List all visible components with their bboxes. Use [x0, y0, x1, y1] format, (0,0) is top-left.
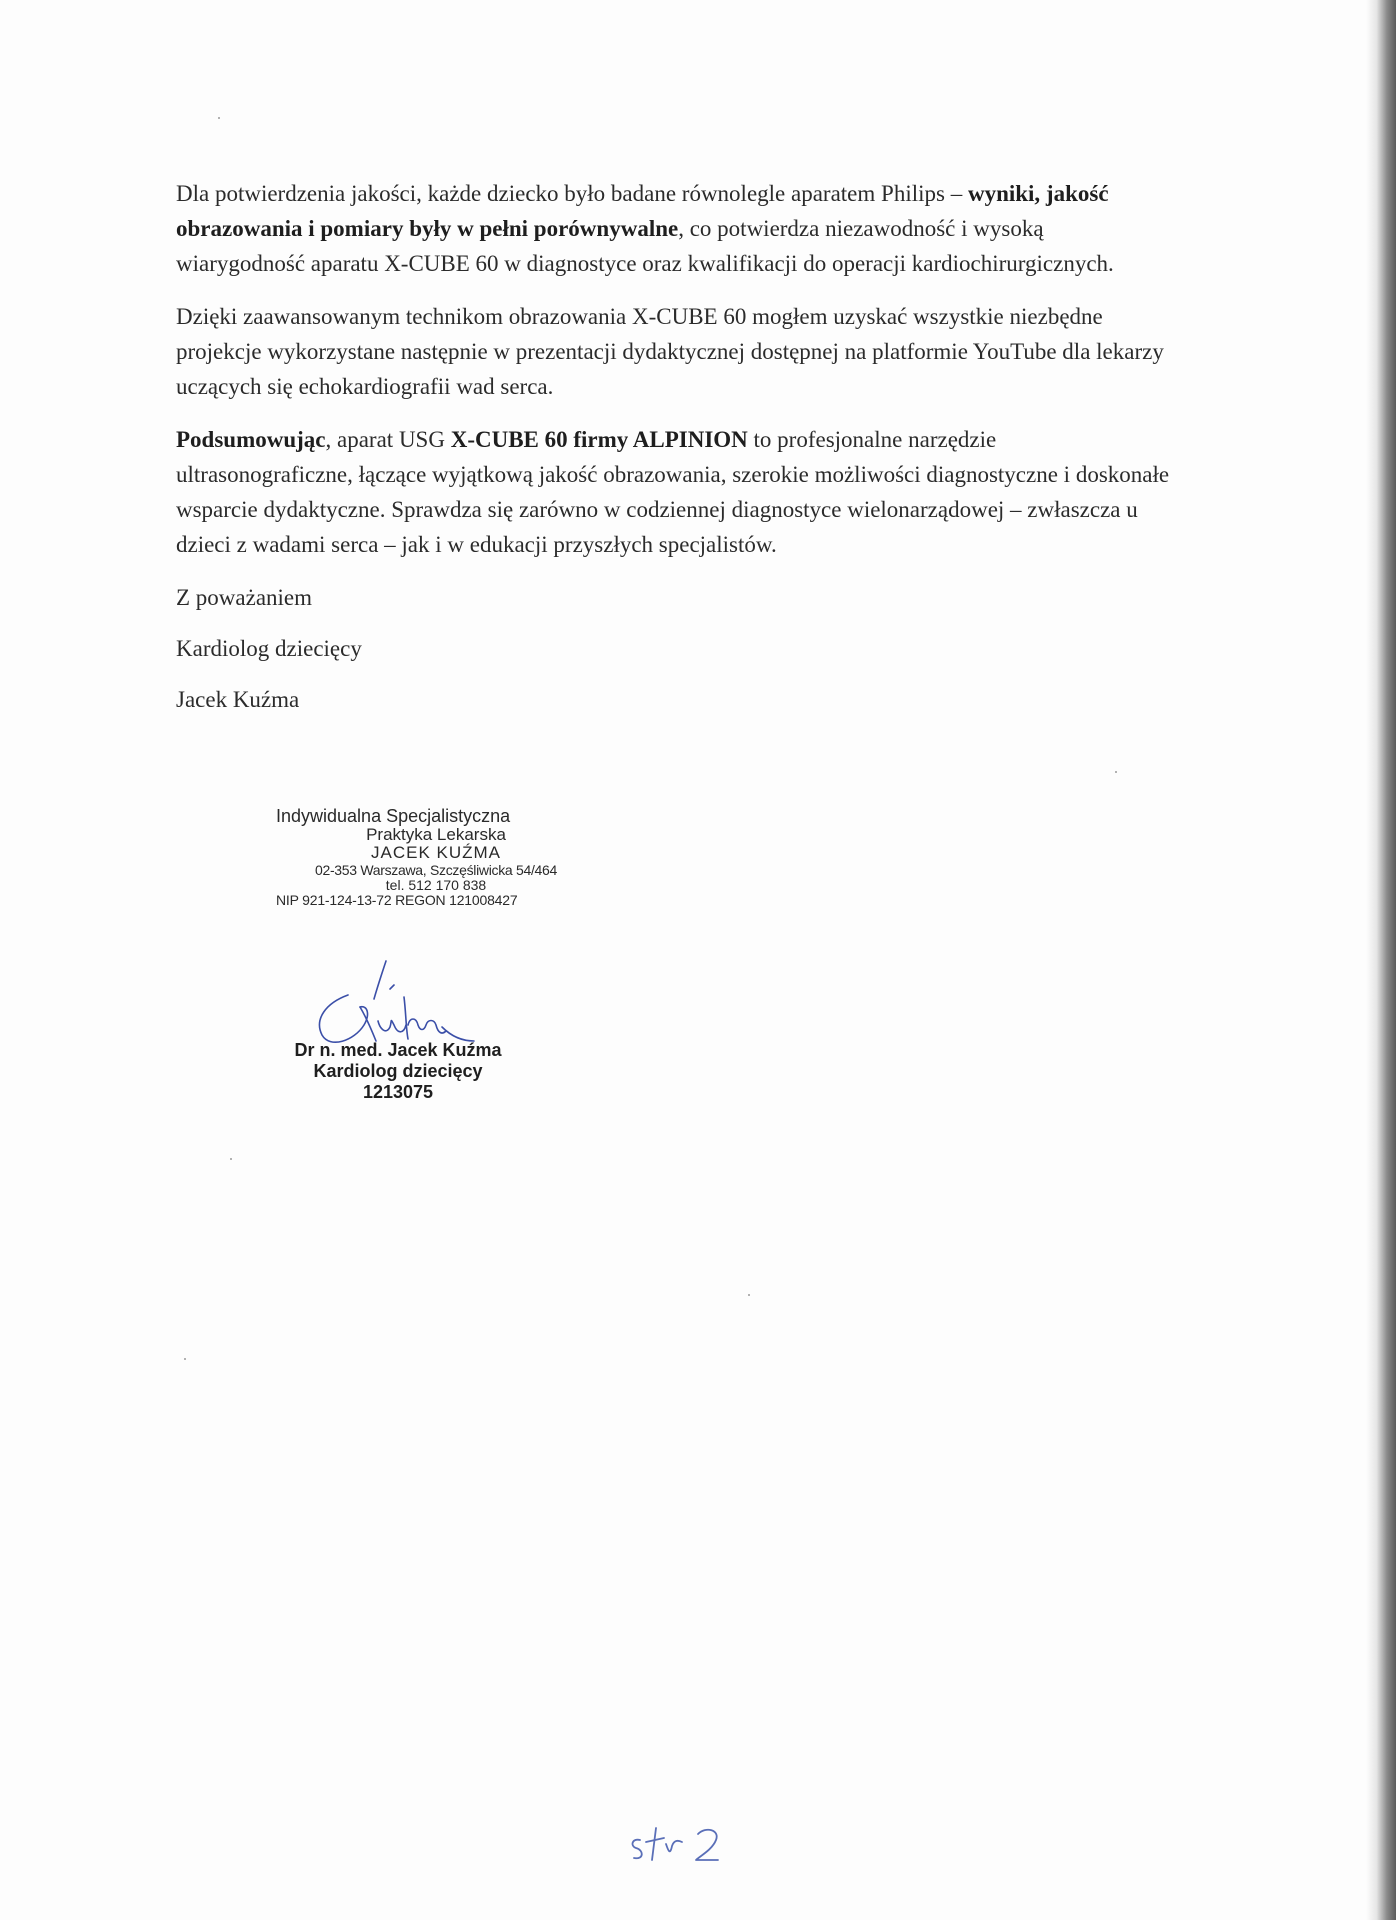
closing-role: Kardiolog dziecięcy — [176, 636, 362, 661]
paragraph-3-bold-b: X-CUBE 60 firmy ALPINION — [450, 427, 748, 452]
paragraph-1-bold: wyniki, jakość obrazowania i pomiary były w pełni porównywalne — [176, 181, 1109, 241]
paragraph-summary — [176, 422, 1176, 562]
paragraph-3-text-b: to profesjonalne narzędzie ultrasonograficzne, łączące wyjątkową jakość obrazowania, szerokie możliwości diagnostyczne i doskonałe wsparcie dydaktyczne. Sprawdza się zarówno w codziennej diagnostyce wielonarządowej – zwłaszcza u dzieci z wadami serca – jak i w edukacji przyszłych specjalistów. — [176, 427, 1170, 557]
scan-speck — [230, 1158, 232, 1160]
stamp-practice-line-2: Praktyka Lekarska — [366, 825, 506, 844]
closing-name: Jacek Kuźma — [176, 687, 300, 712]
stamp-practice-line-3: JACEK KUŹMA — [370, 843, 502, 862]
scan-speck — [218, 117, 220, 119]
scan-speck — [748, 1294, 750, 1296]
stamp-practice-phone: tel. 512 170 838 — [385, 877, 487, 893]
doctor-stamp-specialty: Kardiolog dziecięcy — [313, 1061, 483, 1081]
paragraph-3-text-a: , aparat USG — [325, 427, 451, 452]
doctor-stamp-name: Dr n. med. Jacek Kuźma — [294, 1040, 502, 1060]
stamp-practice-nip-regon: NIP 921-124-13-72 REGON 121008427 — [276, 892, 518, 908]
stamp-practice-address: 02-353 Warszawa, Szczęśliwicka 54/464 — [314, 862, 558, 878]
practice-stamp — [276, 806, 596, 908]
handwritten-page-number — [626, 1820, 736, 1880]
paragraph-1-text-a: Dla potwierdzenia jakości, każde dziecko było badane równolegle aparatem Philips – — [176, 181, 968, 206]
scan-edge-shadow — [1366, 0, 1396, 1920]
letter-body — [176, 176, 1176, 733]
scan-speck — [184, 1358, 186, 1360]
paragraph-1-text-b: , co potwierdza niezawodność i wysoką wiarygodność aparatu X-CUBE 60 w diagnostyce oraz kwalifikacji do operacji kardiochirurgicznych. — [176, 216, 1114, 276]
doctor-stamp — [268, 1040, 528, 1103]
paragraph-quality-confirmation — [176, 176, 1176, 281]
closing-block — [176, 580, 1176, 717]
doctor-stamp-license-number: 1213075 — [362, 1082, 434, 1102]
closing-salutation: Z poważaniem — [176, 585, 313, 610]
paragraph-3-bold-a: Podsumowując — [176, 427, 326, 452]
scan-speck — [1115, 771, 1117, 773]
paragraph-imaging-techniques: Dzięki zaawansowanym technikom obrazowania X-CUBE 60 mogłem uzyskać wszystkie niezbędne projekcje wykorzystane następnie w prezentacji dydaktycznej dostępnej na platformie YouTube dla lekarzy uczących się echokardiografii wad serca. — [176, 304, 1164, 399]
stamp-practice-line-1: Indywidualna Specjalistyczna — [276, 806, 511, 826]
